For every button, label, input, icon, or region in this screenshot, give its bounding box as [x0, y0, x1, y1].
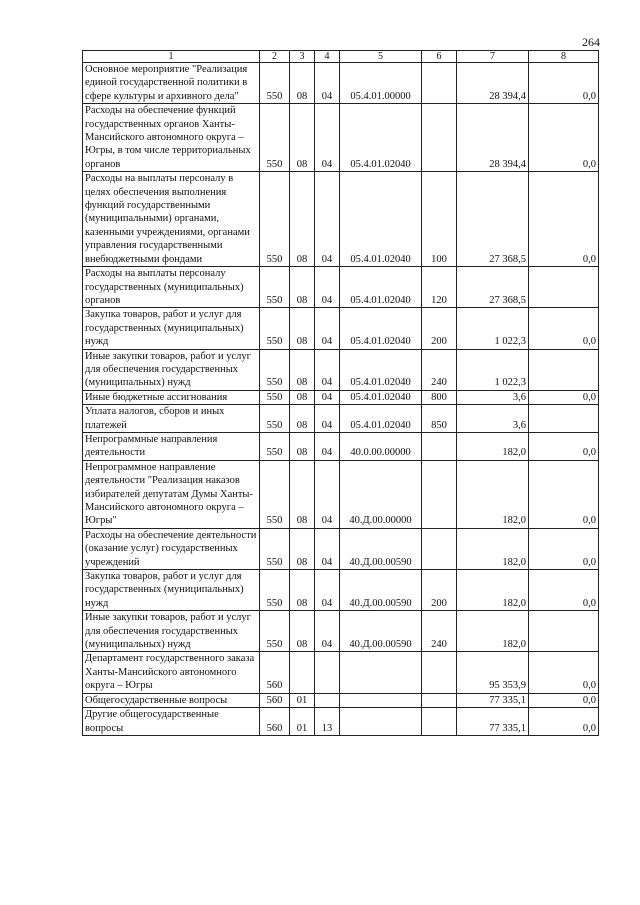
- table-header-row: [83, 51, 599, 63]
- row-col4: 04: [315, 611, 340, 652]
- row-col2: 550: [260, 405, 290, 433]
- row-col4: [315, 652, 340, 693]
- row-col8: 0,0: [529, 460, 599, 528]
- row-col4: 04: [315, 460, 340, 528]
- row-col2: 550: [260, 390, 290, 404]
- row-col4: 04: [315, 63, 340, 104]
- header-cell: 4: [315, 51, 340, 63]
- row-col5: 05.4.01.02040: [340, 267, 422, 308]
- row-col6: 120: [422, 267, 457, 308]
- table-row: [83, 405, 599, 433]
- row-col3: 08: [290, 528, 315, 569]
- row-col3: 08: [290, 390, 315, 404]
- row-col5: [340, 693, 422, 707]
- row-col7: 1 022,3: [457, 349, 529, 390]
- row-col4: 04: [315, 528, 340, 569]
- table-row: [83, 63, 599, 104]
- row-col7: 3,6: [457, 390, 529, 404]
- row-col2: 560: [260, 652, 290, 693]
- row-col3: 08: [290, 432, 315, 460]
- row-col7: 77 335,1: [457, 708, 529, 736]
- page-number: 264: [582, 35, 600, 49]
- table-row: [83, 308, 599, 349]
- row-col2: 550: [260, 267, 290, 308]
- row-name: Расходы на выплаты персоналу в целях обеспечения выполнения функций государственными (муниципальными) органами, казенными учреждениями, органами управления государственными внебюджетными фондами: [83, 172, 260, 267]
- row-col5: 05.4.01.02040: [340, 390, 422, 404]
- row-col6: 100: [422, 172, 457, 267]
- row-col6: 240: [422, 611, 457, 652]
- row-col6: [422, 104, 457, 172]
- row-col3: 08: [290, 405, 315, 433]
- row-col6: 240: [422, 349, 457, 390]
- row-col2: 550: [260, 308, 290, 349]
- row-col3: 08: [290, 104, 315, 172]
- row-col4: 04: [315, 172, 340, 267]
- row-name: Закупка товаров, работ и услуг для государственных (муниципальных) нужд: [83, 308, 260, 349]
- row-col6: 800: [422, 390, 457, 404]
- row-name: Иные бюджетные ассигнования: [83, 390, 260, 404]
- header-cell: 6: [422, 51, 457, 63]
- row-col8: [529, 611, 599, 652]
- row-col8: 0,0: [529, 432, 599, 460]
- row-col4: 04: [315, 405, 340, 433]
- row-col3: 01: [290, 708, 315, 736]
- row-col3: 08: [290, 349, 315, 390]
- row-col5: 05.4.01.02040: [340, 405, 422, 433]
- row-col2: 560: [260, 708, 290, 736]
- row-col2: 550: [260, 460, 290, 528]
- row-col7: 27 368,5: [457, 172, 529, 267]
- row-col8: 0,0: [529, 652, 599, 693]
- row-col7: 3,6: [457, 405, 529, 433]
- row-col7: 182,0: [457, 460, 529, 528]
- row-col6: [422, 693, 457, 707]
- row-col3: 08: [290, 570, 315, 611]
- row-col5: 05.4.01.00000: [340, 63, 422, 104]
- table-row: [83, 708, 599, 736]
- table-row: [83, 349, 599, 390]
- row-col5: 05.4.01.02040: [340, 349, 422, 390]
- row-col8: 0,0: [529, 104, 599, 172]
- row-col2: 550: [260, 432, 290, 460]
- row-col3: [290, 652, 315, 693]
- row-col5: 40.Д.00.00590: [340, 611, 422, 652]
- row-col6: [422, 708, 457, 736]
- table-row: [83, 460, 599, 528]
- row-col6: 200: [422, 570, 457, 611]
- row-col7: 77 335,1: [457, 693, 529, 707]
- table-row: [83, 652, 599, 693]
- row-name: Непрограммное направление деятельности "Реализация наказов избирателей депутатам Думы Ханты-Мансийского автономного округа – Югры": [83, 460, 260, 528]
- table-row: [83, 528, 599, 569]
- row-col8: 0,0: [529, 172, 599, 267]
- row-col8: 0,0: [529, 693, 599, 707]
- row-col7: 182,0: [457, 611, 529, 652]
- row-col4: 04: [315, 432, 340, 460]
- row-col8: 0,0: [529, 308, 599, 349]
- table-row: [83, 390, 599, 404]
- row-col3: 08: [290, 172, 315, 267]
- row-col6: [422, 528, 457, 569]
- row-col5: 40.0.00.00000: [340, 432, 422, 460]
- row-name: Общегосударственные вопросы: [83, 693, 260, 707]
- row-col7: 95 353,9: [457, 652, 529, 693]
- row-name: Другие общегосударственные вопросы: [83, 708, 260, 736]
- row-name: Иные закупки товаров, работ и услуг для обеспечения государственных (муниципальных) нужд: [83, 611, 260, 652]
- header-cell: 5: [340, 51, 422, 63]
- header-cell: 7: [457, 51, 529, 63]
- row-col2: 550: [260, 63, 290, 104]
- row-col3: 08: [290, 460, 315, 528]
- row-col4: 04: [315, 104, 340, 172]
- row-col5: 05.4.01.02040: [340, 104, 422, 172]
- header-cell: 1: [83, 51, 260, 63]
- row-col3: 08: [290, 63, 315, 104]
- table-row: [83, 432, 599, 460]
- row-col6: [422, 460, 457, 528]
- row-col3: 08: [290, 611, 315, 652]
- row-col4: 04: [315, 390, 340, 404]
- row-col7: 182,0: [457, 570, 529, 611]
- table-row: [83, 267, 599, 308]
- row-col7: 182,0: [457, 528, 529, 569]
- row-name: Расходы на выплаты персоналу государственных (муниципальных) органов: [83, 267, 260, 308]
- row-col8: 0,0: [529, 570, 599, 611]
- row-col5: 05.4.01.02040: [340, 308, 422, 349]
- row-col5: 40.Д.00.00590: [340, 570, 422, 611]
- row-col7: 28 394,4: [457, 63, 529, 104]
- row-col6: 850: [422, 405, 457, 433]
- row-col4: 04: [315, 349, 340, 390]
- row-col5: [340, 708, 422, 736]
- row-name: Закупка товаров, работ и услуг для государственных (муниципальных) нужд: [83, 570, 260, 611]
- row-col8: 0,0: [529, 528, 599, 569]
- row-col8: [529, 349, 599, 390]
- row-col8: [529, 405, 599, 433]
- row-name: Непрограммные направления деятельности: [83, 432, 260, 460]
- row-col8: 0,0: [529, 708, 599, 736]
- row-col5: [340, 652, 422, 693]
- row-name: Расходы на обеспечение деятельности (оказание услуг) государственных учреждений: [83, 528, 260, 569]
- table-row: [83, 570, 599, 611]
- header-cell: 8: [529, 51, 599, 63]
- row-col4: 13: [315, 708, 340, 736]
- row-col8: [529, 267, 599, 308]
- row-col6: [422, 432, 457, 460]
- row-col7: 182,0: [457, 432, 529, 460]
- budget-table: [82, 50, 599, 736]
- table-row: [83, 172, 599, 267]
- row-col5: 40.Д.00.00000: [340, 460, 422, 528]
- table-row: [83, 693, 599, 707]
- row-col3: 08: [290, 267, 315, 308]
- row-col7: 1 022,3: [457, 308, 529, 349]
- row-name: Уплата налогов, сборов и иных платежей: [83, 405, 260, 433]
- row-name: Основное мероприятие "Реализация единой государственной политики в сфере культуры и архивного дела": [83, 63, 260, 104]
- row-col7: 27 368,5: [457, 267, 529, 308]
- row-col4: 04: [315, 308, 340, 349]
- row-col4: 04: [315, 570, 340, 611]
- row-name: Департамент государственного заказа Ханты-Мансийского автономного округа – Югры: [83, 652, 260, 693]
- row-col2: 550: [260, 104, 290, 172]
- row-col2: 560: [260, 693, 290, 707]
- table-row: [83, 611, 599, 652]
- row-col6: 200: [422, 308, 457, 349]
- row-col5: 05.4.01.02040: [340, 172, 422, 267]
- row-col7: 28 394,4: [457, 104, 529, 172]
- row-col2: 550: [260, 570, 290, 611]
- row-name: Иные закупки товаров, работ и услуг для обеспечения государственных (муниципальных) нужд: [83, 349, 260, 390]
- row-col6: [422, 652, 457, 693]
- table-row: [83, 104, 599, 172]
- row-col4: 04: [315, 267, 340, 308]
- row-col3: 08: [290, 308, 315, 349]
- row-col8: 0,0: [529, 390, 599, 404]
- row-col4: [315, 693, 340, 707]
- row-col2: 550: [260, 172, 290, 267]
- row-col5: 40.Д.00.00590: [340, 528, 422, 569]
- row-col2: 550: [260, 528, 290, 569]
- row-col8: 0,0: [529, 63, 599, 104]
- row-col6: [422, 63, 457, 104]
- row-col2: 550: [260, 611, 290, 652]
- header-cell: 2: [260, 51, 290, 63]
- row-col2: 550: [260, 349, 290, 390]
- row-name: Расходы на обеспечение функций государственных органов Ханты-Мансийского автономного округа – Югры, в том числе территориальных органов: [83, 104, 260, 172]
- row-col3: 01: [290, 693, 315, 707]
- header-cell: 3: [290, 51, 315, 63]
